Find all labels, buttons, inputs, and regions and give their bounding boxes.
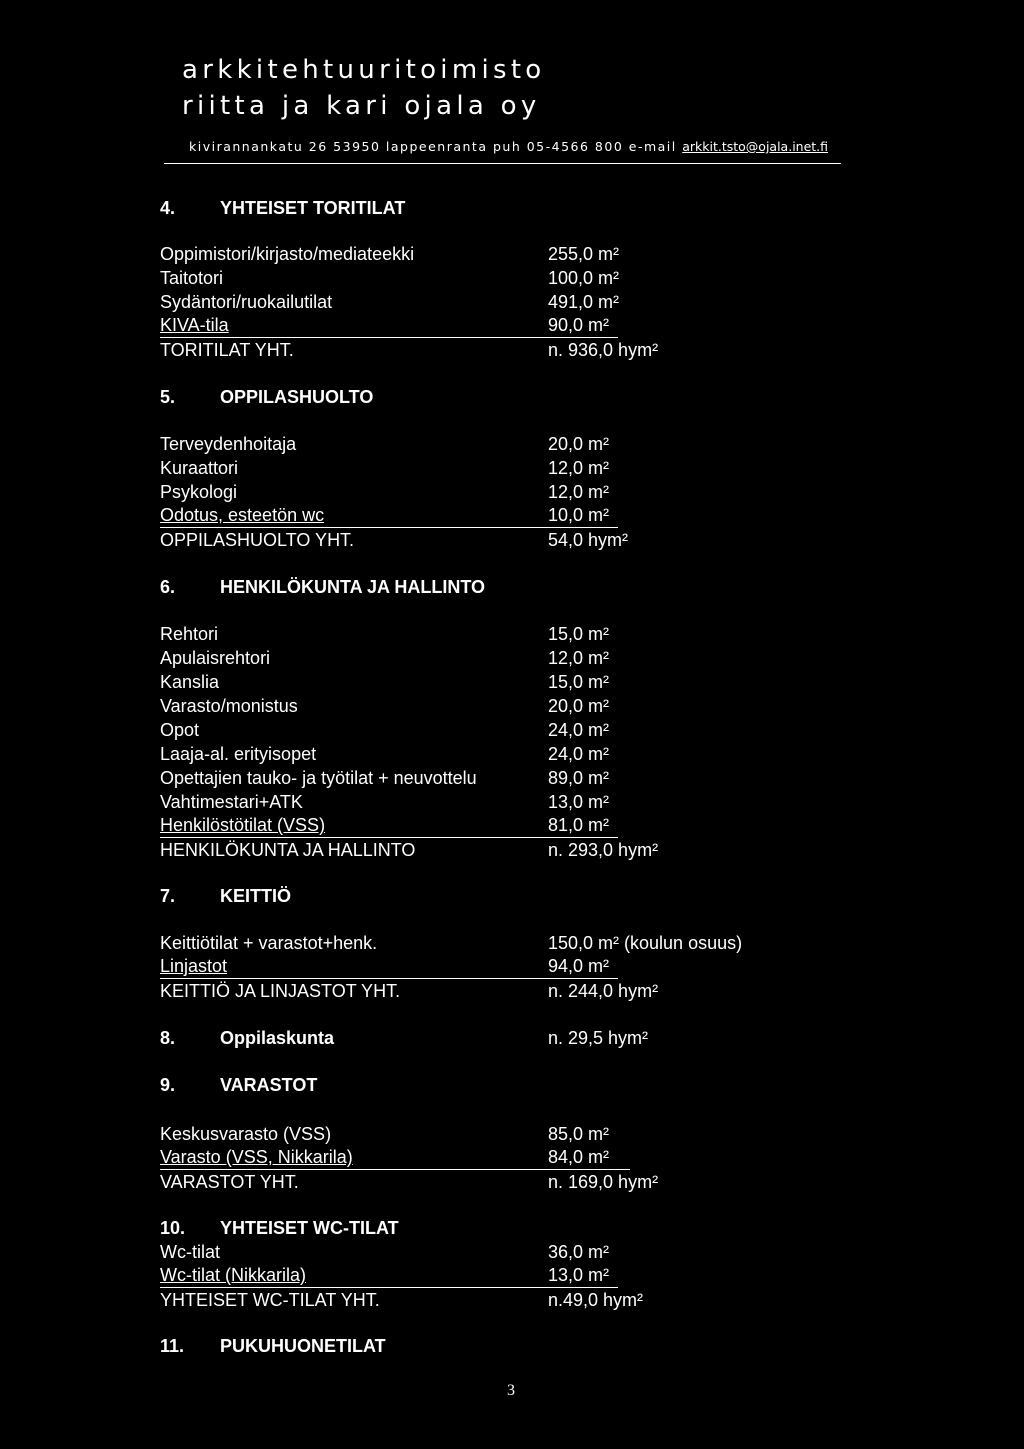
- room-label: Kanslia: [160, 672, 220, 692]
- room-area: 24,0 m²: [548, 720, 610, 740]
- section-title: VARASTOT: [220, 1075, 318, 1095]
- room-area: 89,0 m²: [548, 768, 610, 788]
- room-label: Terveydenhoitaja: [160, 434, 297, 454]
- room-area: 13,0 m²: [548, 792, 610, 812]
- room-area: 10,0 m²: [548, 505, 610, 525]
- room-area: 12,0 m²: [548, 648, 610, 668]
- room-label: Apulaisrehtori: [160, 648, 271, 668]
- room-area: 81,0 m²: [548, 815, 610, 835]
- total-label: YHTEISET WC-TILAT YHT.: [160, 1290, 380, 1310]
- total-label: KEITTIÖ JA LINJASTOT YHT.: [160, 981, 401, 1001]
- room-area: 36,0 m²: [548, 1242, 610, 1262]
- room-area: 100,0 m²: [548, 268, 620, 288]
- room-label: Odotus, esteetön wc: [160, 505, 325, 525]
- section-number: 10.: [160, 1218, 186, 1238]
- section-number: 7.: [160, 886, 176, 906]
- section-number: 9.: [160, 1075, 176, 1095]
- section-number: 4.: [160, 198, 176, 218]
- total-area: 54,0 hym²: [548, 530, 629, 550]
- header-divider: [164, 163, 841, 164]
- section-title: PUKUHUONETILAT: [220, 1336, 386, 1356]
- room-area: 150,0 m² (koulun osuus): [548, 933, 743, 953]
- room-label: Oppimistori/kirjasto/mediateekki: [160, 244, 415, 264]
- room-area: 20,0 m²: [548, 434, 610, 454]
- room-label: Varasto/monistus: [160, 696, 298, 716]
- total-label: OPPILASHUOLTO YHT.: [160, 530, 355, 550]
- section-title: YHTEISET TORITILAT: [220, 198, 406, 218]
- room-label: Keskusvarasto (VSS): [160, 1124, 332, 1144]
- area-row-last: [160, 1145, 630, 1170]
- room-label: Henkilöstötilat (VSS): [160, 815, 326, 835]
- room-area: 15,0 m²: [548, 624, 610, 644]
- room-label: Laaja-al. erityisopet: [160, 744, 317, 764]
- room-label: Kuraattori: [160, 458, 239, 478]
- room-area: 12,0 m²: [548, 458, 610, 478]
- room-label: Varasto (VSS, Nikkarila): [160, 1147, 353, 1167]
- section-total: n. 29,5 hym²: [548, 1028, 649, 1048]
- room-area: 20,0 m²: [548, 696, 610, 716]
- room-label: Opettajien tauko- ja työtilat + neuvottelu: [160, 768, 477, 788]
- room-area: 15,0 m²: [548, 672, 610, 692]
- page-number: 3: [507, 1382, 515, 1399]
- section-title: YHTEISET WC-TILAT: [220, 1218, 399, 1238]
- total-area: n. 936,0 hym²: [548, 340, 659, 360]
- room-label: Psykologi: [160, 482, 238, 502]
- room-area: 90,0 m²: [548, 315, 610, 335]
- room-label: Keittiötilat + varastot+henk.: [160, 933, 378, 953]
- room-label: KIVA-tila: [160, 315, 229, 335]
- room-area: 491,0 m²: [548, 292, 620, 312]
- room-label: Wc-tilat: [160, 1242, 220, 1262]
- room-area: 94,0 m²: [548, 956, 610, 976]
- total-label: VARASTOT YHT.: [160, 1172, 299, 1192]
- section-title: Oppilaskunta: [220, 1028, 335, 1048]
- section-number: 11.: [160, 1336, 185, 1356]
- total-area: n.49,0 hym²: [548, 1290, 644, 1310]
- company-name-line1: arkkitehtuuritoimisto: [182, 55, 546, 85]
- room-area: 24,0 m²: [548, 744, 610, 764]
- room-label: Taitotori: [160, 268, 224, 288]
- room-label: Vahtimestari+ATK: [160, 792, 303, 812]
- area-row-last: [160, 954, 618, 979]
- room-label: Sydäntori/ruokailutilat: [160, 292, 333, 312]
- room-area: 255,0 m²: [548, 244, 620, 264]
- area-row-last: [160, 313, 618, 338]
- room-area: 13,0 m²: [548, 1265, 610, 1285]
- room-area: 84,0 m²: [548, 1147, 610, 1167]
- total-area: n. 244,0 hym²: [548, 981, 659, 1001]
- section-title: KEITTIÖ: [220, 886, 291, 906]
- total-label: TORITILAT YHT.: [160, 340, 294, 360]
- area-row-last: [160, 1263, 618, 1288]
- total-area: n. 293,0 hym²: [548, 840, 659, 860]
- room-area: 85,0 m²: [548, 1124, 610, 1144]
- room-label: Wc-tilat (Nikkarila): [160, 1265, 306, 1285]
- total-area: n. 169,0 hym²: [548, 1172, 659, 1192]
- room-label: Rehtori: [160, 624, 219, 644]
- section-number: 5.: [160, 387, 176, 407]
- email-link[interactable]: arkkit.tsto@ojala.inet.fi: [682, 139, 829, 154]
- contact-line: [189, 139, 828, 154]
- room-area: 12,0 m²: [548, 482, 610, 502]
- section-number: 6.: [160, 577, 176, 597]
- address-text: kivirannankatu 26 53950 lappeenranta puh 05-4566 800 e-mail: [189, 139, 683, 154]
- area-row-last: [160, 503, 618, 528]
- room-label: Linjastot: [160, 956, 228, 976]
- letterhead: [182, 52, 546, 124]
- company-name-line2: riitta ja kari ojala oy: [182, 91, 541, 121]
- section-title: HENKILÖKUNTA JA HALLINTO: [220, 577, 485, 597]
- total-label: HENKILÖKUNTA JA HALLINTO: [160, 840, 416, 860]
- area-row-last: [160, 813, 618, 838]
- room-label: Opot: [160, 720, 200, 740]
- section-title: OPPILASHUOLTO: [220, 387, 374, 407]
- section-number: 8.: [160, 1028, 176, 1048]
